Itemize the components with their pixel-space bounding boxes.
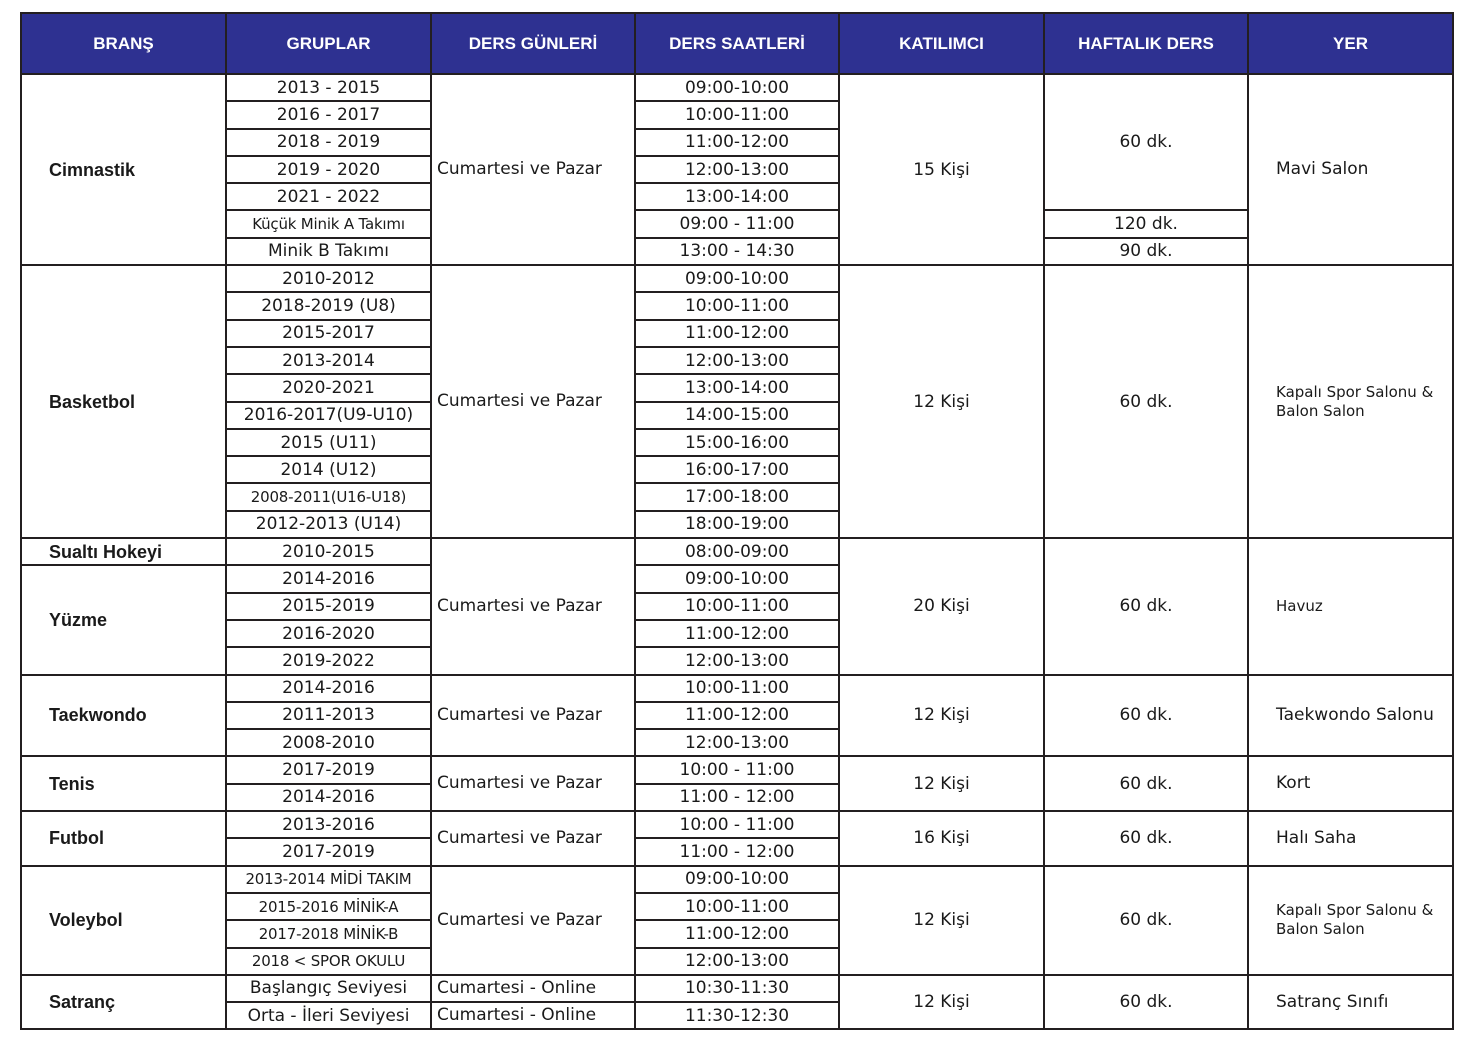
brans-basketbol: Basketbol bbox=[21, 265, 226, 538]
group-cell: 2008-2010 bbox=[226, 729, 431, 756]
group-cell: Orta - İleri Seviyesi bbox=[226, 1002, 431, 1029]
time-cell: 12:00-13:00 bbox=[635, 647, 839, 674]
header-ders-saatleri: DERS SAATLERİ bbox=[635, 13, 839, 74]
time-cell: 10:00-11:00 bbox=[635, 101, 839, 128]
group-cell: 2013-2014 bbox=[226, 347, 431, 374]
location-cell: Satranç Sınıfı bbox=[1248, 975, 1453, 1030]
group-cell: 2016-2020 bbox=[226, 620, 431, 647]
table-row bbox=[21, 210, 1453, 237]
location-cell: Taekwondo Salonu bbox=[1248, 675, 1453, 757]
group-cell: Minik B Takımı bbox=[226, 238, 431, 265]
table-row bbox=[21, 74, 1453, 101]
duration-cell: 60 dk. bbox=[1044, 866, 1248, 975]
group-cell: 2016-2017(U9-U10) bbox=[226, 402, 431, 429]
table-row bbox=[21, 538, 1453, 565]
duration-cell: 60 dk. bbox=[1044, 675, 1248, 757]
location-cell: Havuz bbox=[1248, 538, 1453, 674]
time-cell: 12:00-13:00 bbox=[635, 156, 839, 183]
schedule-table bbox=[20, 12, 1454, 1030]
participants-cell: 12 Kişi bbox=[839, 866, 1044, 975]
table-row bbox=[21, 265, 1453, 292]
group-cell: 2016 - 2017 bbox=[226, 101, 431, 128]
group-cell: Başlangıç Seviyesi bbox=[226, 975, 431, 1002]
group-cell: 2015-2017 bbox=[226, 320, 431, 347]
group-cell: 2013-2014 MİDİ TAKIM bbox=[226, 866, 431, 893]
header-brans: BRANŞ bbox=[21, 13, 226, 74]
group-cell: 2014 (U12) bbox=[226, 456, 431, 483]
table-row bbox=[21, 975, 1453, 1002]
time-cell: 11:00 - 12:00 bbox=[635, 784, 839, 811]
days-cell: Cumartesi - Online bbox=[431, 975, 635, 1002]
duration-cell: 60 dk. bbox=[1044, 756, 1248, 811]
group-cell: 2017-2019 bbox=[226, 756, 431, 783]
days-cell: Cumartesi ve Pazar bbox=[431, 866, 635, 975]
header-row bbox=[21, 13, 1453, 74]
brans-satranc: Satranç bbox=[21, 975, 226, 1030]
location-cell: Kort bbox=[1248, 756, 1453, 811]
group-cell: 2017-2019 bbox=[226, 838, 431, 865]
days-cell: Cumartesi ve Pazar bbox=[431, 265, 635, 538]
time-cell: 11:00 - 12:00 bbox=[635, 838, 839, 865]
time-cell: 12:00-13:00 bbox=[635, 729, 839, 756]
group-cell: 2018-2019 (U8) bbox=[226, 292, 431, 319]
group-cell: 2015-2019 bbox=[226, 593, 431, 620]
group-cell: 2020-2021 bbox=[226, 374, 431, 401]
group-cell: 2010-2015 bbox=[226, 538, 431, 565]
group-cell: 2017-2018 MİNİK-B bbox=[226, 920, 431, 947]
brans-tenis: Tenis bbox=[21, 756, 226, 811]
group-cell: Küçük Minik A Takımı bbox=[226, 210, 431, 237]
time-cell: 10:00 - 11:00 bbox=[635, 756, 839, 783]
brans-taekwondo: Taekwondo bbox=[21, 675, 226, 757]
group-cell: 2014-2016 bbox=[226, 675, 431, 702]
time-cell: 09:00-10:00 bbox=[635, 866, 839, 893]
time-cell: 10:00-11:00 bbox=[635, 593, 839, 620]
time-cell: 15:00-16:00 bbox=[635, 429, 839, 456]
brans-cimnastik: Cimnastik bbox=[21, 74, 226, 265]
time-cell: 09:00-10:00 bbox=[635, 265, 839, 292]
time-cell: 09:00-10:00 bbox=[635, 74, 839, 101]
table-row bbox=[21, 756, 1453, 783]
time-cell: 13:00-14:00 bbox=[635, 183, 839, 210]
group-cell: 2010-2012 bbox=[226, 265, 431, 292]
group-cell: 2014-2016 bbox=[226, 565, 431, 592]
days-cell: Cumartesi - Online bbox=[431, 1002, 635, 1029]
group-cell: 2018 - 2019 bbox=[226, 129, 431, 156]
time-cell: 11:00-12:00 bbox=[635, 620, 839, 647]
time-cell: 13:00 - 14:30 bbox=[635, 238, 839, 265]
group-cell: 2008-2011(U16-U18) bbox=[226, 483, 431, 510]
time-cell: 11:00-12:00 bbox=[635, 129, 839, 156]
table-row bbox=[21, 811, 1453, 838]
header-yer: YER bbox=[1248, 13, 1453, 74]
participants-cell: 20 Kişi bbox=[839, 538, 1044, 674]
time-cell: 10:00 - 11:00 bbox=[635, 811, 839, 838]
group-cell: 2015-2016 MİNİK-A bbox=[226, 893, 431, 920]
group-cell: 2013-2016 bbox=[226, 811, 431, 838]
time-cell: 08:00-09:00 bbox=[635, 538, 839, 565]
header-gruplar: GRUPLAR bbox=[226, 13, 431, 74]
group-cell: 2018 < SPOR OKULU bbox=[226, 948, 431, 975]
group-cell: 2019 - 2020 bbox=[226, 156, 431, 183]
time-cell: 13:00-14:00 bbox=[635, 374, 839, 401]
duration-cell: 60 dk. bbox=[1044, 811, 1248, 866]
duration-cell: 60 dk. bbox=[1044, 74, 1248, 210]
participants-cell: 15 Kişi bbox=[839, 74, 1044, 265]
days-cell: Cumartesi ve Pazar bbox=[431, 675, 635, 757]
group-cell: 2019-2022 bbox=[226, 647, 431, 674]
time-cell: 16:00-17:00 bbox=[635, 456, 839, 483]
brans-voleybol: Voleybol bbox=[21, 866, 226, 975]
location-cell: Kapalı Spor Salonu & Balon Salon bbox=[1248, 866, 1453, 975]
time-cell: 14:00-15:00 bbox=[635, 402, 839, 429]
days-cell: Cumartesi ve Pazar bbox=[431, 74, 635, 265]
duration-cell: 60 dk. bbox=[1044, 975, 1248, 1030]
group-cell: 2021 - 2022 bbox=[226, 183, 431, 210]
time-cell: 17:00-18:00 bbox=[635, 483, 839, 510]
brans-sualti-hokeyi: Sualtı Hokeyi bbox=[21, 538, 226, 565]
brans-yuzme: Yüzme bbox=[21, 565, 226, 674]
duration-cell: 90 dk. bbox=[1044, 238, 1248, 265]
group-cell: 2014-2016 bbox=[226, 784, 431, 811]
time-cell: 11:00-12:00 bbox=[635, 920, 839, 947]
brans-futbol: Futbol bbox=[21, 811, 226, 866]
group-cell: 2012-2013 (U14) bbox=[226, 511, 431, 538]
duration-cell: 60 dk. bbox=[1044, 265, 1248, 538]
location-cell: Kapalı Spor Salonu & Balon Salon bbox=[1248, 265, 1453, 538]
time-cell: 11:00-12:00 bbox=[635, 320, 839, 347]
location-cell: Halı Saha bbox=[1248, 811, 1453, 866]
header-katilimci: KATILIMCI bbox=[839, 13, 1044, 74]
group-cell: 2013 - 2015 bbox=[226, 74, 431, 101]
time-cell: 11:30-12:30 bbox=[635, 1002, 839, 1029]
table-row bbox=[21, 866, 1453, 893]
header-ders-gunleri: DERS GÜNLERİ bbox=[431, 13, 635, 74]
participants-cell: 12 Kişi bbox=[839, 975, 1044, 1030]
header-haftalik-ders: HAFTALIK DERS bbox=[1044, 13, 1248, 74]
duration-cell: 60 dk. bbox=[1044, 538, 1248, 674]
time-cell: 10:30-11:30 bbox=[635, 975, 839, 1002]
participants-cell: 16 Kişi bbox=[839, 811, 1044, 866]
time-cell: 09:00 - 11:00 bbox=[635, 210, 839, 237]
table-row bbox=[21, 675, 1453, 702]
time-cell: 18:00-19:00 bbox=[635, 511, 839, 538]
time-cell: 12:00-13:00 bbox=[635, 347, 839, 374]
days-cell: Cumartesi ve Pazar bbox=[431, 756, 635, 811]
participants-cell: 12 Kişi bbox=[839, 675, 1044, 757]
time-cell: 12:00-13:00 bbox=[635, 948, 839, 975]
days-cell: Cumartesi ve Pazar bbox=[431, 811, 635, 866]
participants-cell: 12 Kişi bbox=[839, 265, 1044, 538]
time-cell: 11:00-12:00 bbox=[635, 702, 839, 729]
table-row bbox=[21, 238, 1453, 265]
duration-cell: 120 dk. bbox=[1044, 210, 1248, 237]
group-cell: 2015 (U11) bbox=[226, 429, 431, 456]
days-cell: Cumartesi ve Pazar bbox=[431, 538, 635, 674]
time-cell: 10:00-11:00 bbox=[635, 893, 839, 920]
group-cell: 2011-2013 bbox=[226, 702, 431, 729]
time-cell: 10:00-11:00 bbox=[635, 292, 839, 319]
participants-cell: 12 Kişi bbox=[839, 756, 1044, 811]
time-cell: 10:00-11:00 bbox=[635, 675, 839, 702]
location-cell: Mavi Salon bbox=[1248, 74, 1453, 265]
time-cell: 09:00-10:00 bbox=[635, 565, 839, 592]
